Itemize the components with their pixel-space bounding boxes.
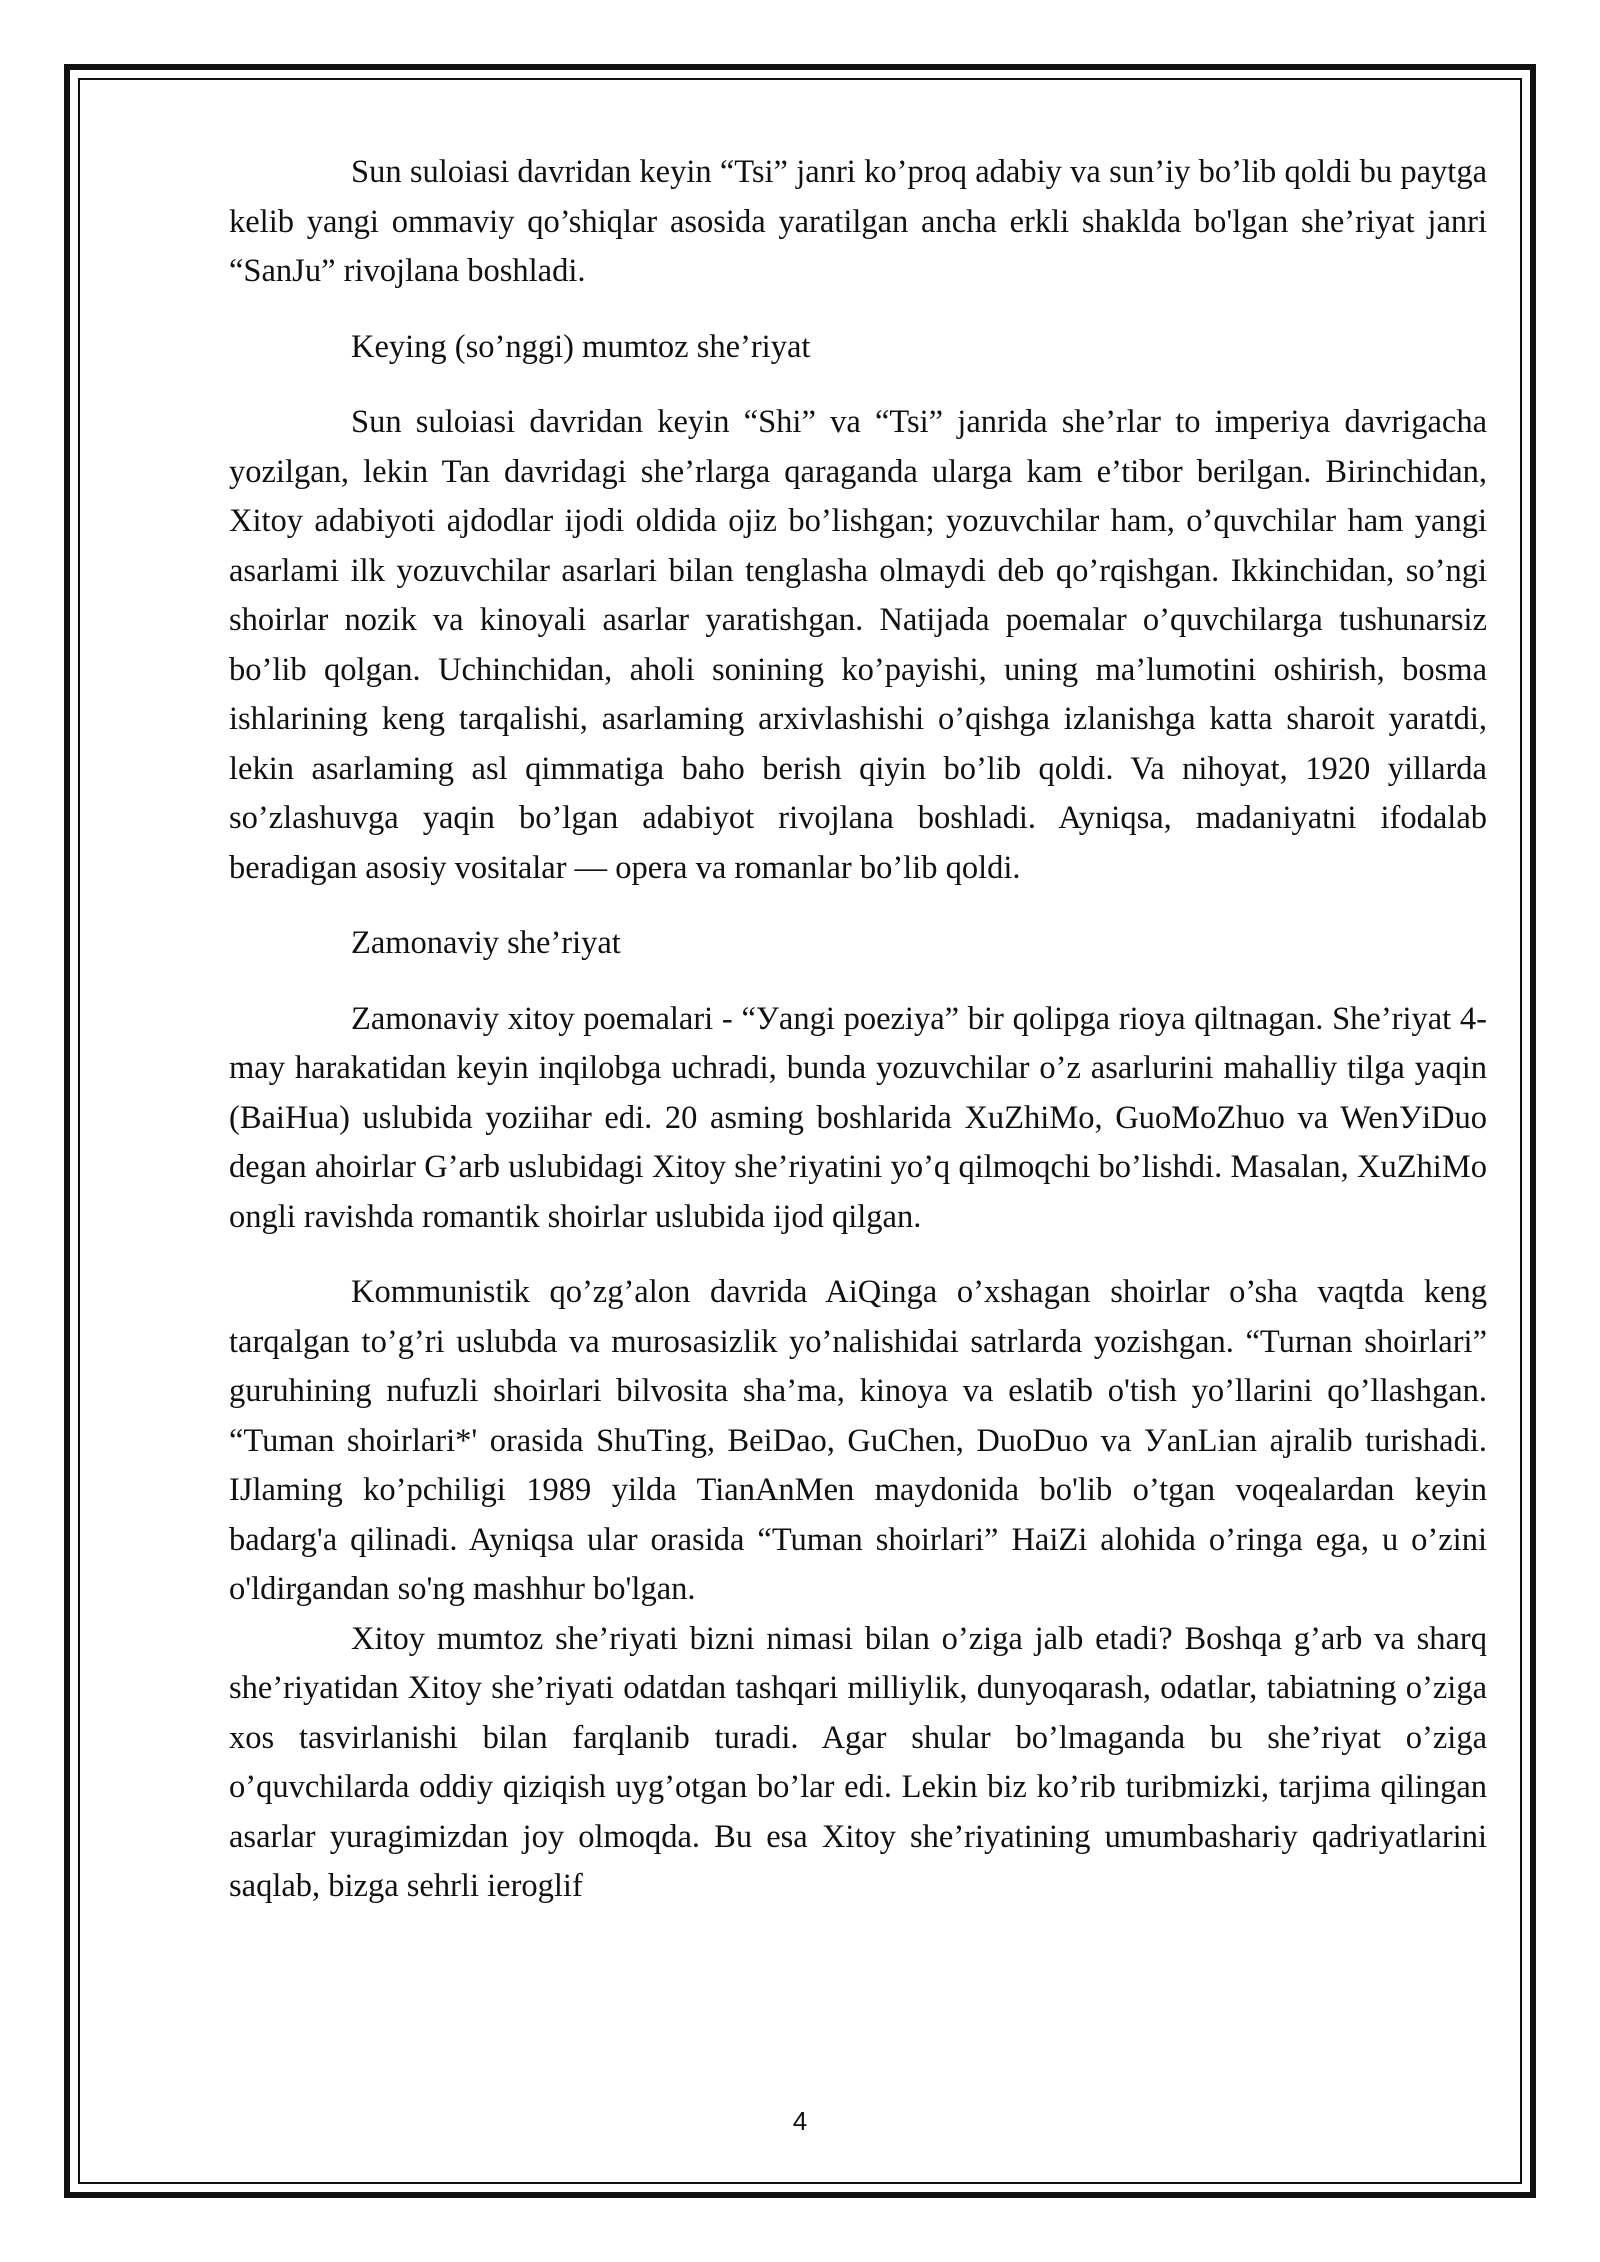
paragraph: Sun suloiasi davridan keyin “Tsi” janri ko’proq adabiy va sun’iy bo’lib qoldi bu paytga kelib yangi ommaviy qo’shiqlar asosida yaratilgan ancha erkli shaklda bo'lgan she’riyat janri “SanJu” rivojlana boshladi. [229,154,1487,289]
section-heading: Zamonaviy she’riyat [351,925,621,961]
paragraph: Zamonaviy xitoy poemalari - “Уangi poeziya” bir qolipga rioya qiltnagan. She’riyat 4-may harakatidan keyin inqilobga uchradi, bunda yozuvchilar o’z asarlurini mahalliy tilga yaqin (BaiHua) uslubida yoziihar edi. 20 asming boshlarida XuZhiMo, GuoMoZhuo va WenУiDuo degan ahoirlar G’arb uslubidagi Xitoy she’riyatini yo’q qilmoqchi bo’lishdi. Masalan, XuZhiMo ongli ravishda romantik shoirlar uslubida ijod qilgan. [229,1000,1487,1235]
paragraph: Kommunistik qo’zg’alon davrida AiQinga o’xshagan shoirlar o’sha vaqtda keng tarqalgan to’g’ri uslubda va murosasizlik yo’nalishidai satrlarda yozishgan. “Turnan shoirlari” guruhining nufuzli shoirlari bilvosita sha’ma, kinoya va eslatib o'tish yo’llarini qo’llashgan. “Tuman shoirlari*' orasida ShuTing, BeiDao, GuChen, DuoDuo va УanLian ajralib turishadi. IJlaming ko’pchiligi 1989 yilda TianAnMen maydonida bo'lib o’tgan voqealardan keyin badarg'a qilinadi. Ayniqsa ular orasida “Tuman shoirlari” HaiZi alohida o’ringa ega, u o’zini o'ldirgandan so'ng mashhur bo'lgan. [229,1274,1487,1607]
section-heading: Keying (so’nggi) mumtoz she’riyat [351,328,811,365]
document-body [229,148,1487,1912]
paragraph: Xitoy mumtoz she’riyati bizni nimasi bilan o’ziga jalb etadi? Boshqa g’arb va sharq she’riyatidan Xitoy she’riyati odatdan tashqari milliylik, dunyoqarash, odatlar, tabiatning o’ziga xos tasvirlanishi bilan farqlanib turadi. Agar shular bo’lmaganda bu she’riyat o’ziga o’quvchilarda oddiy qiziqish uyg’otgan bo’lar edi. Lekin biz ko’rib turibmizki, tarjima qilingan asarlar yuragimizdan joy olmoqda. Bu esa Xitoy she’riyatining umumbashariy qadriyatlarini saqlab, bizga sehrli ieroglif [229,1620,1487,1904]
page-number: 4 [792,2106,808,2136]
paragraph: Sun suloiasi davridan keyin “Shi” va “Tsi” janrida she’rlar to imperiya davrigacha yozilgan, lekin Tan davridagi she’rlarga qaraganda ularga kam e’tibor berilgan. Birinchidan, Xitoy adabiyoti ajdodlar ijodi oldida ojiz bo’lishgan; yozuvchilar ham, o’quvchilar ham yangi asarlami ilk yozuvchilar asarlari bilan tenglasha olmaydi deb qo’rqishgan. Ikkinchidan, so’ngi shoirlar nozik va kinoyali asarlar yaratishgan. Natijada poemalar o’quvchilarga tushunarsiz bo’lib qolgan. Uchinchidan, aholi sonining ko’payishi, uning ma’lumotini oshirish, bosma ishlarining keng tarqalishi, asarlaming arxivlashishi o’qishga izlanishga katta sharoit yaratdi, lekin asarlaming asl qimmatiga baho berish qiyin bo’lib qoldi. Va nihoyat, 1920 yillarda so’zlashuvga yaqin bo’lgan adabiyot rivojlana boshladi. Ayniqsa, madaniyatni ifodalab beradigan asosiy vositalar — opera va romanlar bo’lib qoldi. [229,404,1487,886]
